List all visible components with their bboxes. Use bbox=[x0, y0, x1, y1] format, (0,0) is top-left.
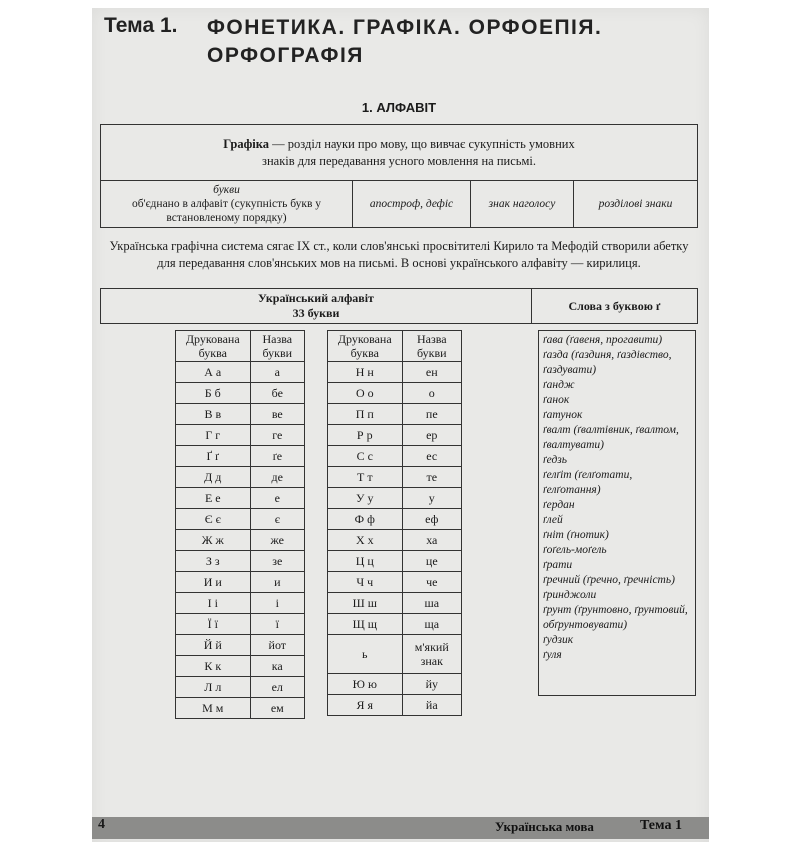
printed-letter: Ю ю bbox=[328, 674, 403, 695]
list-item: ґніт (ґнотик) bbox=[543, 529, 609, 541]
list-item: ґанок bbox=[543, 394, 570, 406]
printed-letter: Д д bbox=[176, 467, 251, 488]
table-row bbox=[176, 614, 305, 635]
printed-letter: П п bbox=[328, 404, 403, 425]
table-row bbox=[176, 404, 305, 425]
component-punctuation: розділові знаки bbox=[598, 197, 673, 210]
printed-letter: И и bbox=[176, 572, 251, 593]
definition-term: Графіка bbox=[223, 136, 270, 151]
printed-letter: Є є bbox=[176, 509, 251, 530]
printed-letter: Ї ї bbox=[176, 614, 251, 635]
table-row bbox=[176, 488, 305, 509]
list-item: ґоґель-моґель bbox=[543, 544, 607, 556]
table-row bbox=[176, 698, 305, 719]
letter-name: ел bbox=[250, 677, 304, 698]
table-header-row bbox=[328, 331, 462, 362]
printed-letter: І і bbox=[176, 593, 251, 614]
list-item: ґвалт (ґвалтівник, ґвалтом, ґвалтувати) bbox=[543, 424, 679, 451]
table-row bbox=[176, 677, 305, 698]
table-row bbox=[328, 572, 462, 593]
topic-title: ФОНЕТИКА. ГРАФІКА. ОРФОЕПІЯ. ОРФОГРАФІЯ bbox=[207, 16, 603, 67]
letter-name: че bbox=[402, 572, 461, 593]
printed-letter: О о bbox=[328, 383, 403, 404]
graphics-components bbox=[101, 180, 697, 227]
table-row bbox=[328, 614, 462, 635]
table-row bbox=[328, 674, 462, 695]
table-row bbox=[328, 425, 462, 446]
alphabet-heading bbox=[100, 288, 532, 324]
component-stress: знак наголосу bbox=[471, 180, 574, 227]
printed-letter: З з bbox=[176, 551, 251, 572]
list-item: ґатунок bbox=[543, 409, 583, 421]
list-item: ґудзик bbox=[543, 634, 574, 646]
words-list bbox=[538, 330, 696, 696]
list-item: ґава (ґавеня, прогавити) bbox=[543, 334, 663, 346]
letter-name: ща bbox=[402, 614, 461, 635]
table-row bbox=[328, 593, 462, 614]
printed-letter: Ч ч bbox=[328, 572, 403, 593]
footer-subject: Українська мова bbox=[495, 819, 594, 834]
col-printed-letter: Друкована буква bbox=[176, 331, 251, 362]
table-row bbox=[176, 551, 305, 572]
component-title: букви bbox=[213, 183, 240, 196]
printed-letter: Ф ф bbox=[328, 509, 403, 530]
letter-name: це bbox=[402, 551, 461, 572]
table-row bbox=[328, 467, 462, 488]
printed-letter: В в bbox=[176, 404, 251, 425]
letter-name: еф bbox=[402, 509, 461, 530]
letter-name: ха bbox=[402, 530, 461, 551]
letter-name: йу bbox=[402, 674, 461, 695]
printed-letter: А а bbox=[176, 362, 251, 383]
letter-name: є bbox=[250, 509, 304, 530]
table-row bbox=[176, 446, 305, 467]
table-row bbox=[328, 446, 462, 467]
alphabet-table-left bbox=[175, 330, 305, 719]
col-letter-name: Назва букви bbox=[402, 331, 461, 362]
printed-letter: Е е bbox=[176, 488, 251, 509]
table-row bbox=[328, 488, 462, 509]
list-item: ґрунт (ґрунтовно, ґрунтовий, обґрунтовувати) bbox=[543, 604, 688, 631]
list-item: ґелґіт (ґелґотати, ґелґотання) bbox=[543, 469, 633, 496]
table-row bbox=[328, 635, 462, 674]
table-row bbox=[176, 362, 305, 383]
printed-letter: Ц ц bbox=[328, 551, 403, 572]
printed-letter: Г г bbox=[176, 425, 251, 446]
printed-letter: У у bbox=[328, 488, 403, 509]
table-row bbox=[176, 383, 305, 404]
letter-name: ка bbox=[250, 656, 304, 677]
letter-name: йот bbox=[250, 635, 304, 656]
footer-bar bbox=[92, 817, 709, 839]
table-row bbox=[176, 530, 305, 551]
table-row bbox=[176, 656, 305, 677]
words-heading: Слова з буквою ґ bbox=[532, 288, 698, 324]
printed-letter: Ш ш bbox=[328, 593, 403, 614]
table-row bbox=[176, 509, 305, 530]
section-title: 1. АЛФАВІТ bbox=[361, 100, 437, 115]
table-row bbox=[328, 404, 462, 425]
letter-name: ї bbox=[250, 614, 304, 635]
list-item: ґринджоли bbox=[543, 589, 597, 601]
letter-name: зе bbox=[250, 551, 304, 572]
history-paragraph: Українська графічна система сягає ІХ ст., коли слов'янські просвітителі Кирило та Мефодій створили абетку для передавання слов'янських мов на письмі. В основі українського алфавіту — кирилиця. bbox=[109, 239, 689, 270]
table-row bbox=[328, 551, 462, 572]
printed-letter: Р р bbox=[328, 425, 403, 446]
letter-name: йа bbox=[402, 695, 461, 716]
table-row bbox=[328, 695, 462, 716]
table-row bbox=[176, 635, 305, 656]
alphabet-title: Український алфавіт bbox=[258, 291, 374, 305]
letter-name: те bbox=[402, 467, 461, 488]
letter-name: и bbox=[250, 572, 304, 593]
letter-name: ве bbox=[250, 404, 304, 425]
list-item: ґлей bbox=[543, 514, 563, 526]
list-item: ґрати bbox=[543, 559, 573, 571]
table-row bbox=[328, 383, 462, 404]
table-row bbox=[328, 362, 462, 383]
printed-letter: Щ щ bbox=[328, 614, 403, 635]
printed-letter: Б б bbox=[176, 383, 251, 404]
letter-name: е bbox=[250, 488, 304, 509]
letter-name: пе bbox=[402, 404, 461, 425]
printed-letter: Т т bbox=[328, 467, 403, 488]
alphabet-count: 33 букви bbox=[292, 306, 340, 320]
printed-letter: Ґ ґ bbox=[176, 446, 251, 467]
printed-letter: С с bbox=[328, 446, 403, 467]
component-letters bbox=[101, 180, 353, 227]
letter-name: у bbox=[402, 488, 461, 509]
letter-name: о bbox=[402, 383, 461, 404]
letter-name: де bbox=[250, 467, 304, 488]
letter-name: і bbox=[250, 593, 304, 614]
definition-box bbox=[100, 124, 698, 228]
definition bbox=[101, 125, 697, 181]
table-header-row bbox=[176, 331, 305, 362]
letter-name: а bbox=[250, 362, 304, 383]
letter-name: ер bbox=[402, 425, 461, 446]
topic-number: Тема 1. bbox=[104, 14, 178, 37]
list-item: ґуля bbox=[543, 649, 562, 661]
letter-name: ґе bbox=[250, 446, 304, 467]
table-row bbox=[176, 425, 305, 446]
col-letter-name: Назва букви bbox=[250, 331, 304, 362]
letter-name: ем bbox=[250, 698, 304, 719]
printed-letter: М м bbox=[176, 698, 251, 719]
table-row bbox=[176, 593, 305, 614]
footer-topic: Тема 1 bbox=[640, 818, 682, 833]
table-row bbox=[176, 467, 305, 488]
printed-letter: Я я bbox=[328, 695, 403, 716]
alphabet-table-right bbox=[327, 330, 462, 716]
table-row bbox=[328, 530, 462, 551]
printed-letter: Л л bbox=[176, 677, 251, 698]
table-row bbox=[328, 509, 462, 530]
printed-letter: Х х bbox=[328, 530, 403, 551]
printed-letter: Ж ж bbox=[176, 530, 251, 551]
letter-name: м'який знак bbox=[402, 635, 461, 674]
component-note: об'єднано в алфавіт (сукупність букв у встановленому порядку) bbox=[131, 197, 322, 224]
list-item: ґедзь bbox=[543, 454, 567, 466]
page-number: 4 bbox=[98, 817, 105, 832]
letter-name: ге bbox=[250, 425, 304, 446]
printed-letter: К к bbox=[176, 656, 251, 677]
component-apostrophe: апостроф, дефіс bbox=[353, 180, 471, 227]
letter-name: ен bbox=[402, 362, 461, 383]
list-item: ґазда (ґаздиня, ґаздівство, ґаздувати) bbox=[543, 349, 672, 376]
col-printed-letter: Друкована буква bbox=[328, 331, 403, 362]
definition-text: — розділ науки про мову, що вивчає сукупність умовних знаків для передавання усного мовлення на письмі. bbox=[262, 136, 575, 168]
letter-name: ес bbox=[402, 446, 461, 467]
list-item: ґердан bbox=[543, 499, 575, 511]
printed-letter: Н н bbox=[328, 362, 403, 383]
list-item: ґречний (ґречно, ґречність) bbox=[543, 574, 675, 586]
list-item: ґандж bbox=[543, 379, 575, 391]
printed-letter: ь bbox=[328, 635, 403, 674]
letter-name: ша bbox=[402, 593, 461, 614]
letter-name: бе bbox=[250, 383, 304, 404]
table-row bbox=[176, 572, 305, 593]
printed-letter: Й й bbox=[176, 635, 251, 656]
letter-name: же bbox=[250, 530, 304, 551]
